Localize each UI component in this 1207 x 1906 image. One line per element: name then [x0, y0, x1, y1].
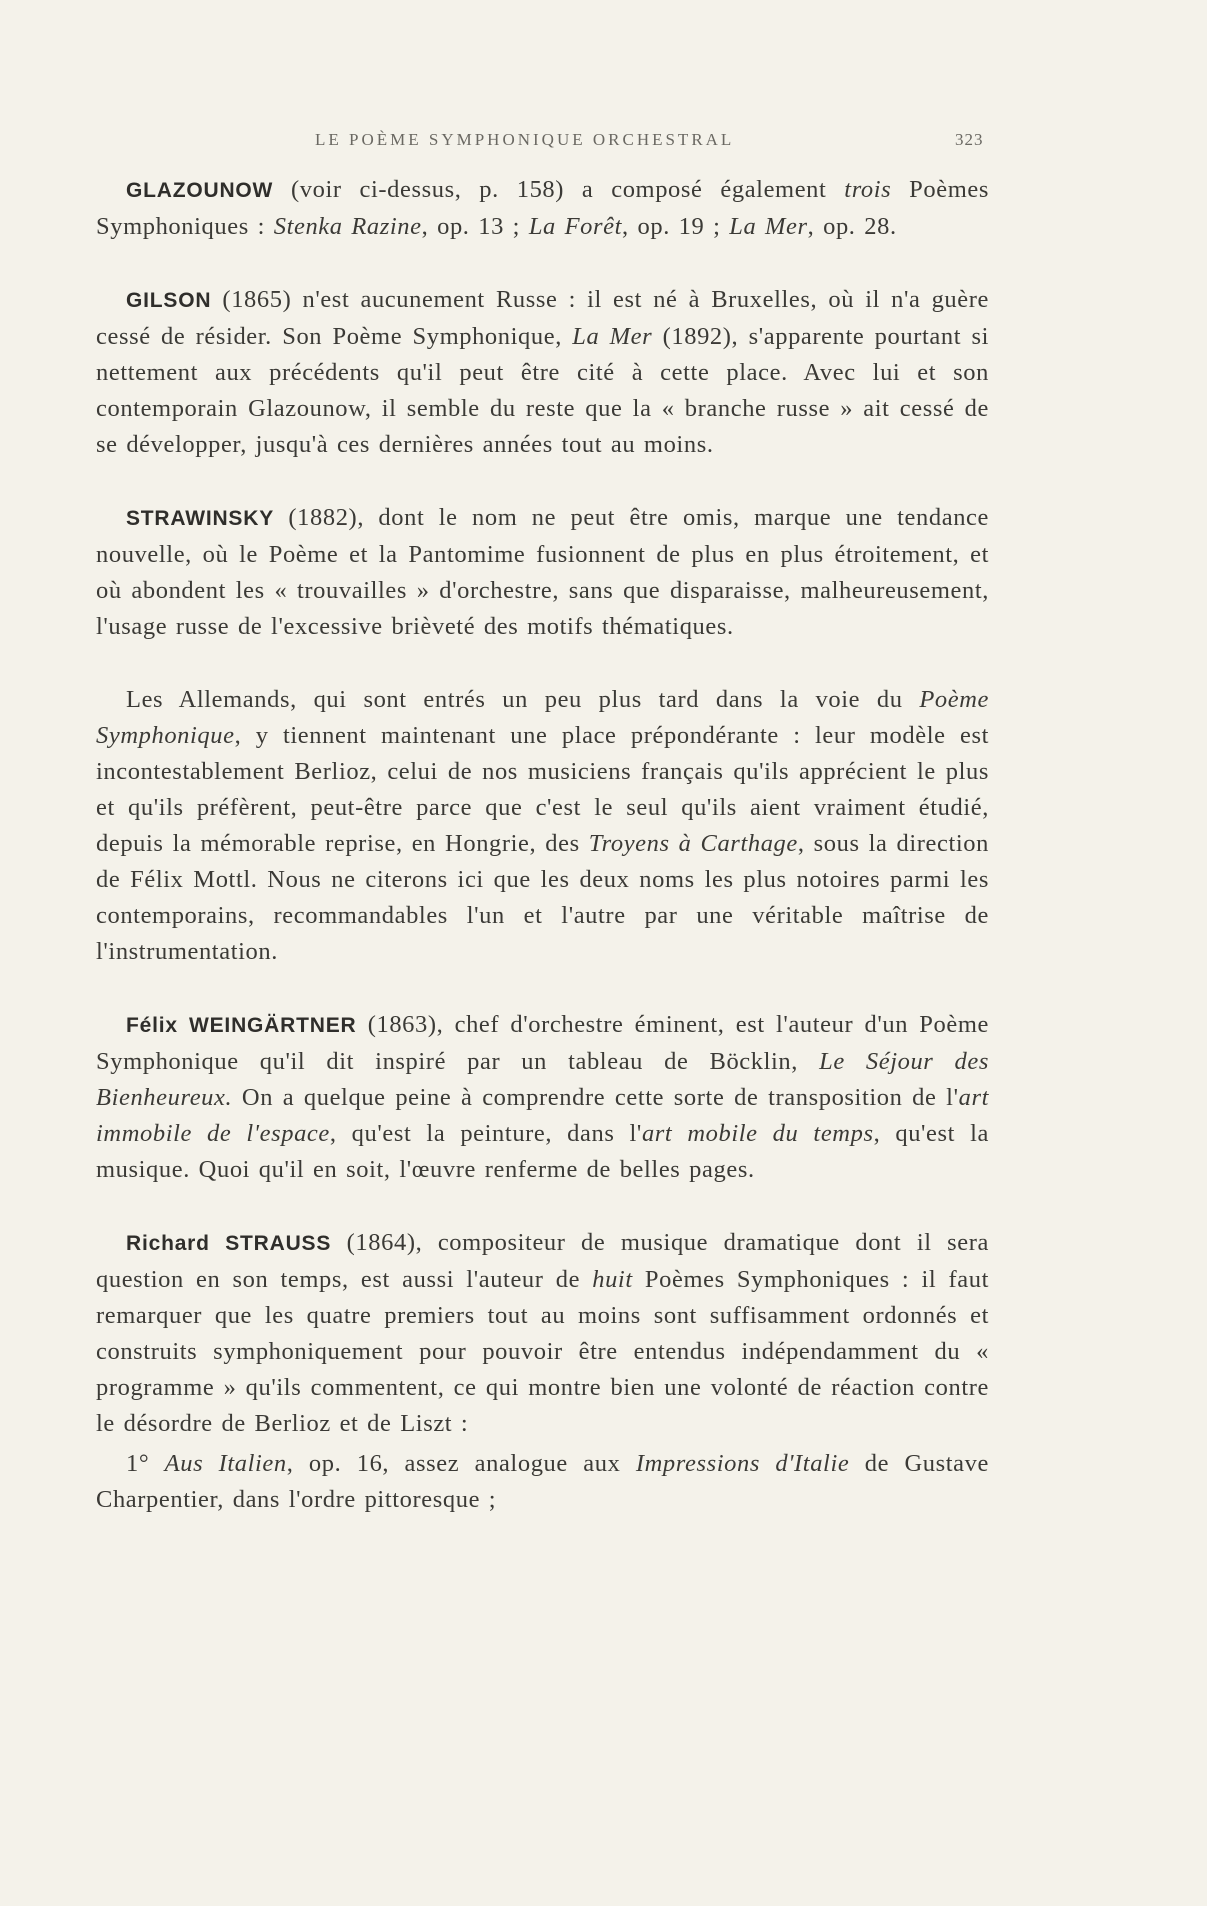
- paragraph-text: , op. 13 ;: [421, 213, 529, 240]
- paragraph-text: Les Allemands, qui sont entrés un peu plus tard dans la voie du: [126, 686, 920, 713]
- paragraph-text: On a quelque peine à comprendre cette sorte de transposition de l': [232, 1084, 959, 1111]
- composer-name: GLAZOUNOW: [126, 179, 274, 202]
- paragraph-text: Poèmes Symphoniques : il faut remarquer que les quatre premiers tout au moins sont suffisamment ordonnés et construits symphoniquement pour pouvoir être entendus indépendamment du « programme » qu'ils commentent, ce qui montre bien une volonté de réaction contre le désordre de Berlioz et de Liszt :: [96, 1266, 989, 1437]
- paragraph-allemands: [96, 682, 989, 970]
- italic-text: huit: [592, 1266, 633, 1293]
- work-title: Le Séjour des Bienheureux.: [96, 1048, 989, 1111]
- work-title: Stenka Razine: [273, 213, 422, 240]
- paragraph-text: (1882), dont le nom ne peut être omis, marque une tendance nouvelle, où le Poème et la Pantomime fusionnent de plus en plus étroitement, et où abondent les « trouvailles » d'orchestre, sans que disparaisse, malheureusement, l'usage russe de l'excessive brièveté des motifs thématiques.: [96, 504, 989, 640]
- paragraph-text: de Gustave Charpentier, dans l'ordre pittoresque ;: [96, 1450, 989, 1513]
- paragraph-text: 1°: [126, 1450, 165, 1477]
- paragraph-text: (1865) n'est aucunement Russe : il est né à Bruxelles, où il n'a guère cessé de résider. Son Poème Symphonique,: [96, 286, 989, 350]
- composer-name: Félix WEINGÄRTNER: [126, 1014, 357, 1037]
- paragraph-text: , qu'est la peinture, dans l': [329, 1120, 642, 1147]
- work-title: La Mer: [572, 323, 653, 350]
- paragraph-weingartner: [96, 1007, 989, 1188]
- page-number: 323: [955, 130, 984, 149]
- main-text: [96, 172, 989, 1555]
- italic-text: Poème Symphonique: [96, 686, 989, 749]
- paragraph-text: , qu'est la musique. Quoi qu'il en soit, l'œuvre renferme de belles pages.: [96, 1120, 989, 1183]
- italic-text: art mobile du temps: [641, 1120, 874, 1147]
- paragraph-glazounow: [96, 172, 989, 245]
- paragraph-text: Poèmes Symphoniques :: [96, 176, 989, 240]
- running-header: [0, 130, 1207, 154]
- work-title: Impressions d'Italie: [635, 1450, 850, 1477]
- work-title: Troyens à Carthage: [588, 830, 798, 857]
- list-item-aus-italien: [96, 1446, 989, 1518]
- paragraph-text: (voir ci-dessus, p. 158) a composé également: [273, 176, 845, 203]
- italic-text: art immobile de l'espace: [96, 1084, 989, 1147]
- work-title: La Forêt: [528, 213, 623, 240]
- paragraph-text: , y tiennent maintenant une place prépondérante : leur modèle est incontestablement Berlioz, celui de nos musiciens français qu'ils apprécient le plus et qu'ils préfèrent, peut-être parce que c'est le seul qu'ils aient vraiment étudié, depuis la mémorable reprise, en Hongrie, des: [96, 722, 989, 857]
- work-title: La Mer: [729, 213, 808, 240]
- paragraph-gilson: [96, 282, 989, 463]
- composer-name: Richard STRAUSS: [126, 1232, 332, 1255]
- paragraph-text: (1864), compositeur de musique dramatique dont il sera question en son temps, est aussi l'auteur de: [96, 1229, 989, 1293]
- paragraph-text: , op. 19 ;: [622, 213, 730, 240]
- paragraph-text: (1863), chef d'orchestre éminent, est l'auteur d'un Poème Symphonique qu'il dit inspiré par un tableau de Böcklin,: [96, 1011, 989, 1075]
- paragraph-strawinsky: [96, 500, 989, 645]
- paragraph-text: , op. 16, assez analogue aux: [286, 1450, 636, 1477]
- paragraph-text: , op. 28.: [807, 213, 897, 240]
- paragraph-text: , sous la direction de Félix Mottl. Nous ne citerons ici que les deux noms les plus notoires parmi les contemporains, recommandables l'un et l'autre par une véritable maîtrise de l'instrumentation.: [96, 830, 989, 965]
- paragraph-strauss: [96, 1225, 989, 1442]
- work-title: Aus Italien: [164, 1450, 287, 1477]
- composer-name: STRAWINSKY: [126, 507, 275, 530]
- running-title: LE POÈME SYMPHONIQUE ORCHESTRAL: [315, 130, 735, 149]
- paragraph-text: (1892), s'apparente pourtant si nettement aux précédents qu'il peut être cité à cette place. Avec lui et son contemporain Glazounow, il semble du reste que la « branche russe » ait cessé de se développer, jusqu'à ces dernières années tout au moins.: [96, 323, 989, 458]
- composer-name: GILSON: [126, 289, 212, 312]
- italic-text: trois: [844, 176, 892, 203]
